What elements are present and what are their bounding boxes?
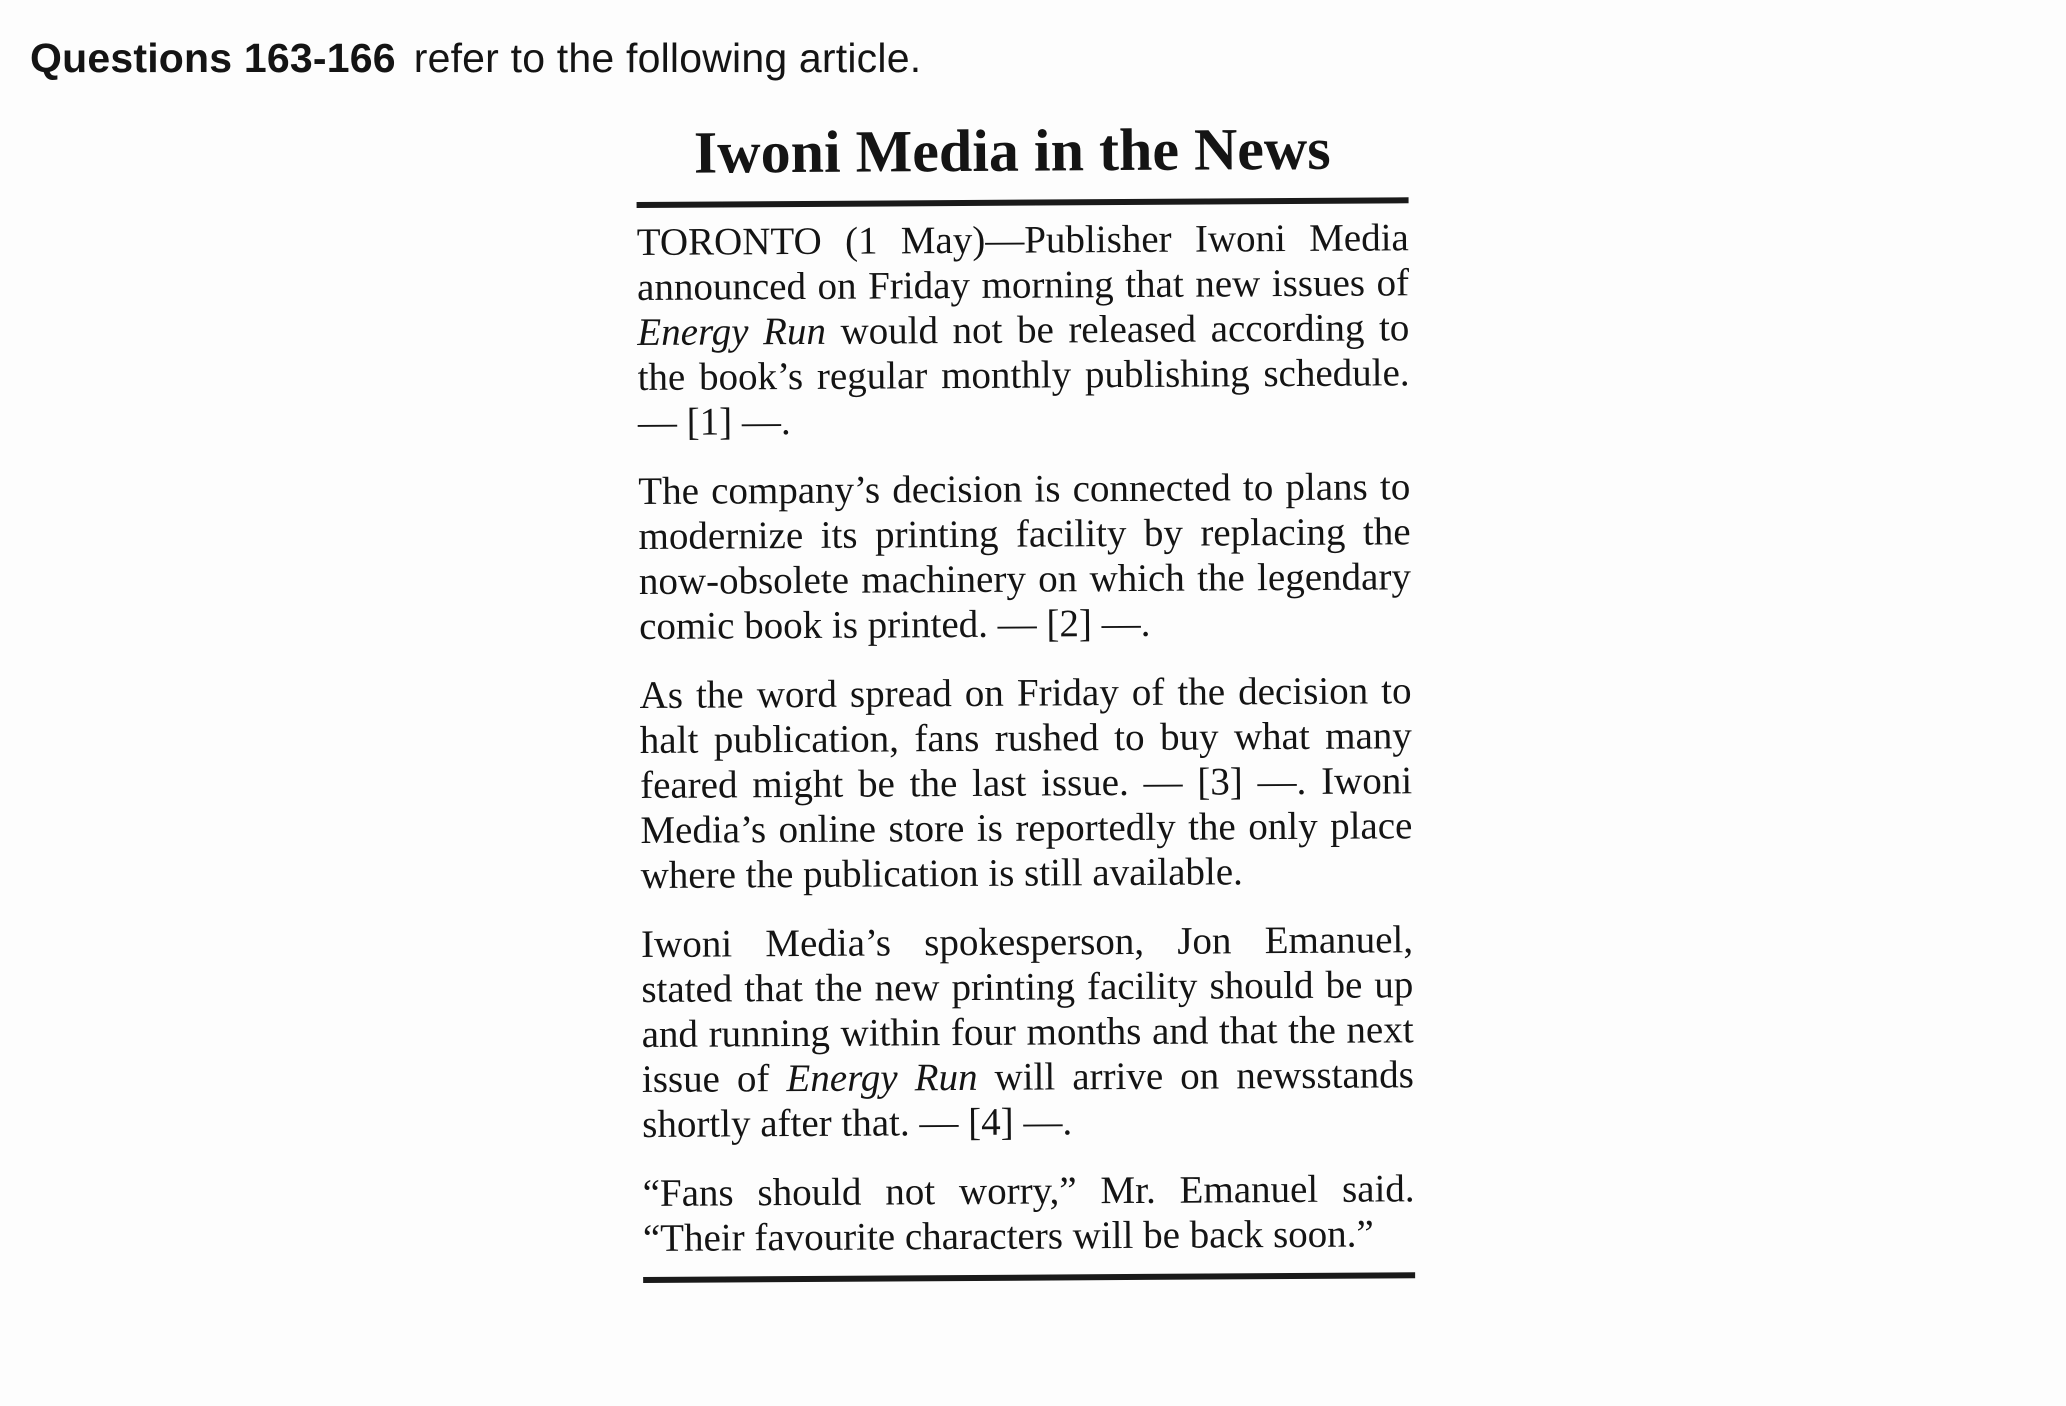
publication-title: Energy Run bbox=[637, 309, 827, 354]
publication-title: Energy Run bbox=[786, 1055, 978, 1101]
article-paragraph-2: The company’s decision is connected to plans to modernize its printing facility by replacing the now-obsolete machinery on which the legendary comic book is printed. — [2] —. bbox=[638, 465, 1411, 648]
paragraph-4-text-b: will arrive on newsstands shortly after that. — [4] —. bbox=[642, 1053, 1415, 1146]
article-bottom-divider bbox=[643, 1272, 1415, 1283]
paragraph-1-text-a: TORONTO (1 May)—Publisher Iwoni Media announced on Friday morning that new issues of bbox=[636, 216, 1410, 309]
paragraph-4-text-a: Iwoni Media’s spokesperson, Jon Emanuel, stated that the new printing facility should be up and running within four months and that the next issue of bbox=[640, 918, 1414, 1101]
article-paragraph-1 bbox=[637, 215, 1410, 445]
article-title: Iwoni Media in the News bbox=[693, 115, 1331, 186]
title-divider bbox=[637, 197, 1409, 208]
question-header bbox=[30, 28, 921, 88]
article-paragraph-5: “Fans should not worry,” Mr. Emanuel said. “Their favourite characters will be back soon.” bbox=[642, 1167, 1415, 1260]
question-range: Questions 163-166 bbox=[30, 35, 396, 81]
article bbox=[636, 105, 1415, 1283]
article-paragraph-4 bbox=[641, 917, 1414, 1147]
article-paragraph-3: As the word spread on Friday of the decision to halt publication, fans rushed to buy what many feared might be the last issue. — [3] —. Iwoni Media’s online store is reportedly the only place where the publication is still available. bbox=[639, 669, 1413, 897]
paragraph-1-text-b: would not be released according to the book’s regular monthly publishing schedule. — [1] —. bbox=[637, 306, 1410, 444]
question-instruction: refer to the following article. bbox=[413, 35, 922, 81]
